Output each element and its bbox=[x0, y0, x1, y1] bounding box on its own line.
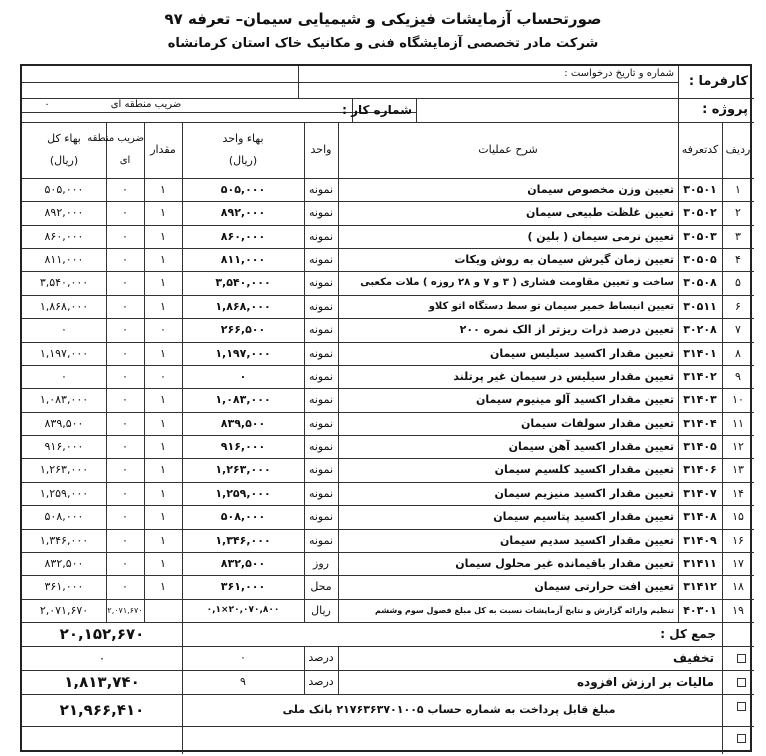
tax-unit: درصد bbox=[308, 675, 334, 688]
cell-coef: ۲,۰۷۱,۶۷۰ bbox=[107, 605, 143, 615]
request-number-label: شماره و تاریخ درخواست : bbox=[564, 68, 674, 79]
col-quantity: مقدار bbox=[150, 143, 176, 156]
cell-description: تعیین مقدار اکسید منیزیم سیمان bbox=[494, 486, 674, 500]
cell-description: تعیین وزن مخصوص سیمان bbox=[527, 183, 674, 196]
cell-quantity: ۱ bbox=[160, 183, 166, 196]
cell-total: ۸۳۲,۵۰۰ bbox=[44, 556, 84, 570]
cell-quantity bbox=[144, 599, 182, 622]
cell-code: ۳۱۴۰۶ bbox=[683, 463, 717, 477]
cell-code: ۳۱۴۰۱ bbox=[683, 346, 717, 360]
cell-total: ۸۱۱,۰۰۰ bbox=[44, 253, 84, 267]
cell-total: ۸۶۰,۰۰۰ bbox=[44, 229, 84, 243]
cell-unit-price: ۸۶۰,۰۰۰ bbox=[220, 229, 266, 243]
col-code: کدتعرفه bbox=[681, 143, 719, 156]
cell-coef: ۰ bbox=[122, 393, 128, 407]
cell-quantity: ۱ bbox=[160, 276, 166, 290]
cell-unit: نمونه bbox=[308, 416, 334, 430]
cell-description: تعیین غلظت طبیعی سیمان bbox=[526, 206, 674, 220]
cell-description: تعیین مقدار اکسید سیلیس سیمان bbox=[490, 346, 674, 360]
cell-coef: ۰ bbox=[122, 463, 128, 477]
cell-total: ۱,۲۵۹,۰۰۰ bbox=[39, 486, 89, 500]
cell-description: تعیین مقدار اکسید آهن سیمان bbox=[508, 440, 674, 454]
cell-description: ساخت و تعیین مقاومت فشاری ( ۳ و ۷ و ۲۸ روزه ) ملات مکعبی bbox=[360, 277, 674, 289]
cell-unit-price: ۹۱۶,۰۰۰ bbox=[220, 440, 266, 454]
summary-vline bbox=[722, 622, 723, 754]
cell-total: ۱,۲۶۳,۰۰۰ bbox=[39, 463, 89, 477]
cell-row: ۱۹ bbox=[732, 603, 744, 617]
invoice-table bbox=[20, 64, 752, 752]
cell-total: ۱,۱۹۷,۰۰۰ bbox=[39, 346, 89, 360]
cell-unit: نمونه bbox=[308, 323, 334, 337]
col-unit-price: بهاء واحد bbox=[222, 132, 264, 145]
header-divider bbox=[298, 82, 678, 83]
cell-code: ۳۰۵۰۱ bbox=[683, 183, 717, 196]
cell-row: ۱۳ bbox=[732, 463, 744, 477]
cell-description: تعیین زمان گیرش سیمان به روش ویکات bbox=[454, 253, 674, 267]
cell-unit: نمونه bbox=[308, 463, 334, 477]
cell-description: تعیین انبساط خمیر سیمان تو سط دستگاه اتو کلاو bbox=[428, 300, 674, 312]
cell-row: ۵ bbox=[735, 276, 741, 290]
cell-row: ۱۲ bbox=[732, 440, 744, 454]
col-coef: ضریب منطقه bbox=[87, 133, 144, 144]
cell-description: تعیین نرمی سیمان ( بلین ) bbox=[527, 229, 674, 243]
header-vline bbox=[678, 66, 679, 122]
employer-label: کارفرما : bbox=[688, 74, 748, 89]
cell-total: ۰ bbox=[61, 369, 67, 383]
cell-unit: نمونه bbox=[308, 369, 334, 383]
cell-quantity: ۱ bbox=[160, 206, 166, 220]
cell-row: ۱۴ bbox=[732, 486, 744, 500]
cell-unit-price: ۱,۱۹۷,۰۰۰ bbox=[215, 346, 271, 360]
summary-divider bbox=[22, 726, 754, 727]
cell-quantity: ۱ bbox=[160, 416, 166, 430]
cell-unit: محل bbox=[310, 580, 332, 594]
cell-description: تعیین مقدار باقیمانده غیر محلول سیمان bbox=[455, 556, 674, 570]
cell-coef: ۰ bbox=[122, 510, 128, 524]
cell-quantity: ۱ bbox=[160, 253, 166, 267]
cell-description: تعیین مقدار سیلیس در سیمان غیر پرتلند bbox=[453, 369, 674, 383]
checkbox-marker bbox=[737, 654, 746, 663]
project-label: پروژه : bbox=[702, 102, 748, 117]
cell-coef: ۰ bbox=[122, 323, 128, 337]
cell-coef: ۰ bbox=[122, 183, 128, 196]
cell-description: تعیین افت حرارتی سیمان bbox=[534, 580, 674, 594]
tax-value: ۱,۸۱۳,۷۴۰ bbox=[64, 673, 140, 691]
cell-coef: ۰ bbox=[122, 253, 128, 267]
cell-unit-price: ۱,۸۶۸,۰۰۰ bbox=[215, 299, 271, 313]
cell-quantity: ۱ bbox=[160, 299, 166, 313]
cell-unit-price: ۰ bbox=[239, 369, 247, 383]
cell-unit: نمونه bbox=[308, 206, 334, 220]
cell-unit: نمونه bbox=[308, 253, 334, 267]
payable-value: ۲۱,۹۶۶,۴۱۰ bbox=[59, 701, 145, 719]
tax-label: مالیات بر ارزش افزوده bbox=[576, 675, 714, 689]
cell-row: ۷ bbox=[735, 323, 741, 337]
cell-coef: ۰ bbox=[122, 580, 128, 594]
cell-total: ۳,۵۴۰,۰۰۰ bbox=[39, 276, 89, 290]
cell-code: ۳۰۵۱۱ bbox=[683, 299, 717, 313]
col-unit-price-sub: (ریال) bbox=[228, 154, 258, 167]
cell-quantity: ۰ bbox=[160, 323, 166, 337]
cell-description: تعیین درصد ذرات ریزتر از الک نمره ۲۰۰ bbox=[459, 323, 674, 337]
cell-unit: نمونه bbox=[308, 440, 334, 454]
cell-unit-price: ۸۳۲,۵۰۰ bbox=[220, 556, 266, 570]
cell-quantity: ۱ bbox=[160, 393, 166, 407]
cell-coef: ۰ bbox=[122, 416, 128, 430]
cell-coef: ۰ bbox=[122, 276, 128, 290]
cell-coef: ۰ bbox=[122, 206, 128, 220]
cell-code: ۳۱۴۰۵ bbox=[683, 440, 717, 454]
cell-unit-price: ۲۰,۰۷۰,۸۰۰×۰,۱ bbox=[206, 604, 280, 615]
cell-unit: نمونه bbox=[308, 510, 334, 524]
checkbox-marker bbox=[737, 678, 746, 687]
cell-row: ۹ bbox=[735, 369, 741, 383]
tax-percent: ۹ bbox=[240, 675, 246, 688]
cell-coef: ۰ bbox=[122, 440, 128, 454]
cell-description: تعیین مقدار اکسید کلسیم سیمان bbox=[494, 463, 674, 477]
cell-coef: ۰ bbox=[122, 556, 128, 570]
cell-row: ۸ bbox=[735, 346, 741, 360]
cell-unit: نمونه bbox=[308, 299, 334, 313]
cell-unit-price: ۱,۳۴۶,۰۰۰ bbox=[215, 533, 271, 547]
cell-code: ۳۰۲۰۸ bbox=[683, 323, 717, 337]
cell-quantity: ۰ bbox=[160, 369, 166, 383]
cell-row: ۱ bbox=[735, 183, 741, 196]
cell-unit-price: ۱,۲۵۹,۰۰۰ bbox=[215, 486, 271, 500]
regional-coef-label: ضریب منطقه ای bbox=[110, 99, 182, 110]
cell-code: ۳۱۴۰۳ bbox=[683, 393, 717, 407]
cell-unit: نمونه bbox=[308, 486, 334, 500]
cell-unit-price: ۱,۰۸۳,۰۰۰ bbox=[215, 393, 271, 407]
cell-quantity: ۱ bbox=[160, 510, 166, 524]
total-value: ۲۰,۱۵۲,۶۷۰ bbox=[59, 625, 145, 643]
cell-total: ۹۱۶,۰۰۰ bbox=[44, 440, 84, 454]
cell-code: ۳۰۵۰۸ bbox=[683, 276, 717, 290]
cell-unit: نمونه bbox=[308, 533, 334, 547]
cell-total: ۰ bbox=[61, 323, 67, 337]
cell-description: تعیین مقدار سولفات سیمان bbox=[520, 416, 674, 430]
cell-total: ۸۹۲,۰۰۰ bbox=[44, 206, 84, 220]
regional-coef-value: ۰ bbox=[44, 99, 50, 110]
cell-description: تعیین مقدار اکسید پتاسیم سیمان bbox=[493, 510, 674, 524]
cell-coef: ۰ bbox=[122, 533, 128, 547]
invoice-title: صورتحساب آزمایشات فیزیکی و شیمیایی سیمان– تعرفه ۹۷ bbox=[164, 10, 602, 28]
checkbox-marker bbox=[737, 702, 746, 711]
cell-code: ۳۱۴۰۸ bbox=[683, 510, 717, 524]
cell-quantity: ۱ bbox=[160, 556, 166, 570]
cell-quantity: ۱ bbox=[160, 463, 166, 477]
cell-description: تعیین مقدار اکسید سدیم سیمان bbox=[499, 533, 674, 547]
header-divider bbox=[22, 82, 298, 83]
col-coef-sub: ای bbox=[119, 155, 131, 166]
col-row: ردیف bbox=[725, 143, 751, 156]
cell-code: ۳۰۵۰۳ bbox=[683, 229, 717, 243]
cell-unit: روز bbox=[313, 556, 329, 570]
cell-total: ۱,۰۸۳,۰۰۰ bbox=[39, 393, 89, 407]
cell-total: ۲,۰۷۱,۶۷۰ bbox=[39, 603, 89, 617]
cell-unit: نمونه bbox=[308, 276, 334, 290]
col-description: شرح عملیات bbox=[478, 143, 538, 156]
cell-quantity: ۱ bbox=[160, 486, 166, 500]
cell-unit: نمونه bbox=[308, 346, 334, 360]
col-total-sub: (ریال) bbox=[49, 154, 79, 167]
cell-total: ۳۶۱,۰۰۰ bbox=[44, 580, 84, 594]
cell-unit: نمونه bbox=[308, 229, 334, 243]
cell-unit-price: ۸۱۱,۰۰۰ bbox=[220, 253, 266, 267]
checkbox-marker bbox=[737, 734, 746, 743]
cell-row: ۳ bbox=[735, 229, 741, 243]
cell-row: ۱۵ bbox=[732, 510, 744, 524]
discount-percent: ۰ bbox=[240, 651, 246, 664]
cell-description: تعیین مقدار اکسید آلو مینیوم سیمان bbox=[476, 393, 674, 407]
cell-row: ۱۱ bbox=[732, 416, 744, 430]
cell-unit: نمونه bbox=[308, 393, 334, 407]
cell-quantity: ۱ bbox=[160, 229, 166, 243]
cell-row: ۴ bbox=[735, 253, 741, 267]
cell-unit-price: ۵۰۸,۰۰۰ bbox=[220, 510, 266, 524]
header-vline bbox=[416, 98, 417, 122]
cell-unit-price: ۳,۵۴۰,۰۰۰ bbox=[215, 276, 271, 290]
total-label: جمع کل : bbox=[660, 627, 716, 641]
cell-coef: ۰ bbox=[122, 369, 128, 383]
cell-row: ۱۶ bbox=[732, 533, 744, 547]
cell-unit-price: ۲۶۶,۵۰۰ bbox=[220, 323, 266, 337]
cell-coef: ۰ bbox=[122, 299, 128, 313]
cell-quantity: ۱ bbox=[160, 580, 166, 594]
cell-unit-price: ۱,۲۶۳,۰۰۰ bbox=[215, 463, 271, 477]
cell-total: ۵۰۸,۰۰۰ bbox=[44, 510, 84, 524]
cell-unit: ریال bbox=[311, 603, 331, 617]
cell-unit-price: ۸۳۹,۵۰۰ bbox=[220, 416, 266, 430]
cell-coef: ۰ bbox=[122, 229, 128, 243]
column-line bbox=[338, 122, 339, 622]
cell-quantity: ۱ bbox=[160, 533, 166, 547]
cell-quantity: ۱ bbox=[160, 440, 166, 454]
cell-code: ۴۰۳۰۱ bbox=[683, 603, 717, 617]
cell-row: ۲ bbox=[735, 206, 741, 220]
cell-unit: نمونه bbox=[308, 183, 334, 196]
cell-total: ۱,۳۴۶,۰۰۰ bbox=[39, 533, 89, 547]
discount-label: تخفیف bbox=[673, 651, 714, 665]
col-unit: واحد bbox=[310, 143, 332, 156]
cell-description: تنظیم وارائه گزارش و نتایج آزمایشات نسبت به کل مبلغ فصول سوم وششم bbox=[374, 605, 674, 615]
cell-code: ۳۰۵۰۵ bbox=[683, 253, 717, 267]
cell-code: ۳۱۴۱۲ bbox=[683, 580, 717, 594]
cell-code: ۳۰۵۰۲ bbox=[683, 206, 717, 220]
cell-code: ۳۱۴۰۴ bbox=[683, 416, 717, 430]
cell-coef: ۰ bbox=[122, 346, 128, 360]
work-number-label: شماره کار : bbox=[342, 103, 412, 117]
cell-code: ۳۱۴۰۲ bbox=[683, 369, 717, 383]
cell-code: ۳۱۴۰۹ bbox=[683, 533, 717, 547]
cell-quantity: ۱ bbox=[160, 346, 166, 360]
cell-row: ۶ bbox=[735, 299, 741, 313]
cell-row: ۱۷ bbox=[732, 556, 744, 570]
cell-coef: ۰ bbox=[122, 486, 128, 500]
cell-code: ۳۱۴۱۱ bbox=[683, 556, 717, 570]
col-total: بهاء کل bbox=[47, 132, 81, 145]
cell-unit-price: ۵۰۵,۰۰۰ bbox=[220, 183, 266, 196]
cell-unit-price: ۳۶۱,۰۰۰ bbox=[220, 580, 266, 594]
cell-row: ۱۰ bbox=[732, 393, 744, 407]
cell-row: ۱۸ bbox=[732, 580, 744, 594]
cell-total: ۸۳۹,۵۰۰ bbox=[44, 416, 84, 430]
company-subtitle: شرکت مادر تخصصی آزمایشگاه فنی و مکانیک خاک استان کرمانشاه bbox=[167, 36, 599, 51]
payable-label: مبلغ قابل پرداخت به شماره حساب ۲۱۷۶۳۶۳۷۰۱۰۰۵ بانک ملی bbox=[282, 703, 616, 716]
cell-total: ۵۰۵,۰۰۰ bbox=[44, 183, 84, 196]
cell-total: ۱,۸۶۸,۰۰۰ bbox=[39, 299, 89, 313]
cell-code: ۳۱۴۰۷ bbox=[683, 486, 717, 500]
discount-value: ۰ bbox=[98, 651, 106, 665]
cell-unit-price: ۸۹۲,۰۰۰ bbox=[220, 206, 266, 220]
discount-unit: درصد bbox=[308, 651, 334, 664]
